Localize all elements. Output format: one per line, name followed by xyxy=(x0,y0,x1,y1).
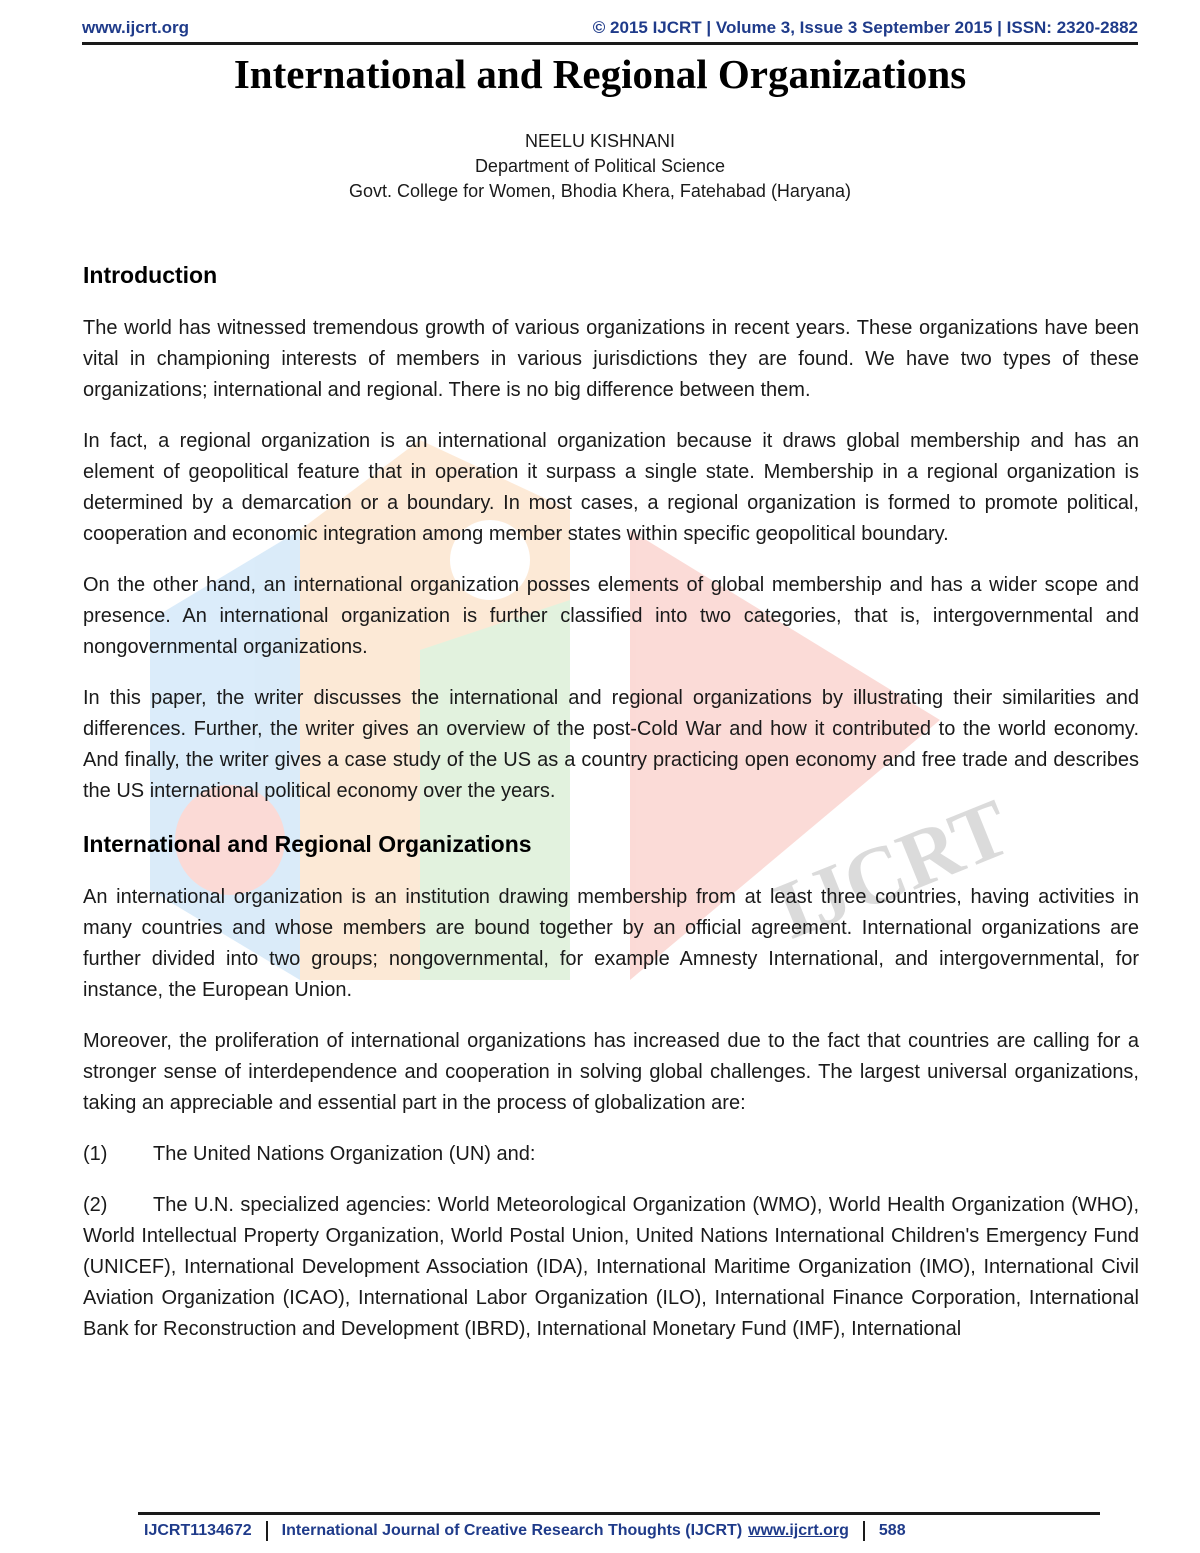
footer-link[interactable]: www.ijcrt.org xyxy=(748,1522,849,1539)
paper-body xyxy=(83,262,1139,1345)
paragraph: Moreover, the proliferation of international organizations has increased due to the fact that countries are calling for a stronger sense of interdependence and cooperation in solving global challenges. The largest universal organizations, taking an appreciable and essential part in the process of globalization are: xyxy=(83,1030,1139,1114)
author-block xyxy=(0,129,1200,204)
footer-journal-name: International Journal of Creative Research Thoughts (IJCRT) xyxy=(281,1522,743,1539)
section-heading-introduction: Introduction xyxy=(83,262,218,288)
author-department: Department of Political Science xyxy=(474,156,726,176)
section-heading-organizations: International and Regional Organizations xyxy=(83,831,532,857)
paragraph: An international organization is an institution drawing membership from at least three countries, having activities in many countries and whose members are bound together by an official agreement. International organizations are further divided into two groups; nongovernmental, for example Amnesty International, and intergovernmental, for instance, the European Union. xyxy=(83,886,1139,1001)
paragraph: In this paper, the writer discusses the international and regional organizations by illustrating their similarities and differences. Further, the writer gives an overview of the post-Cold War and how it contributed to the world economy. And finally, the writer gives a case study of the US as a country practicing open economy and free trade and describes the US international political economy over the years. xyxy=(83,687,1139,802)
header-citation: © 2015 IJCRT | Volume 3, Issue 3 September 2015 | ISSN: 2320-2882 xyxy=(592,18,1138,37)
paragraph: In fact, a regional organization is an international organization because it draws global membership and has an element of geopolitical feature that in operation it surpass a single state. Membership in a regional organization is determined by a demarcation or a boundary. In most cases, a regional organization is formed to promote political, cooperation and economic integration among member states within specific geopolitical boundary. xyxy=(83,430,1139,545)
header-site[interactable]: www.ijcrt.org xyxy=(82,18,190,37)
author-affiliation: Govt. College for Women, Bhodia Khera, Fatehabad (Haryana) xyxy=(349,181,851,201)
footer-divider xyxy=(863,1521,865,1541)
list-item xyxy=(83,1139,1139,1170)
list-item-text: The U.N. specialized agencies: World Meteorological Organization (WMO), World Health Organization (WHO), World Intellectual Property Organization, World Postal Union, United Nations International Children's Emergency Fund (UNICEF), International Development Association (IDA), International Maritime Organization (IMO), International Civil Aviation Organization (ICAO), International Labor Organization (ILO), International Finance Corporation, International Bank for Reconstruction and Development (IBRD), International Monetary Fund (IMF), International xyxy=(83,1194,1139,1340)
list-item-number: (1) xyxy=(83,1143,108,1165)
footer-paper-code: IJCRT1134672 xyxy=(144,1522,252,1539)
list-item xyxy=(83,1190,1139,1345)
watermark-text: IJCRT xyxy=(762,781,1023,957)
paragraph: The world has witnessed tremendous growth of various organizations in recent years. These organizations have been vital in championing interests of members in various jurisdictions they are found. We have two types of these organizations; international and regional. There is no big difference between them. xyxy=(83,317,1139,401)
author-name: NEELU KISHNANI xyxy=(524,131,676,151)
page-header xyxy=(82,16,1138,45)
paragraph: On the other hand, an international organization posses elements of global membership and has a wider scope and presence. An international organization is further classified into two categories, that is, intergovernmental and nongovernmental organizations. xyxy=(83,574,1139,658)
paper-title: International and Regional Organizations xyxy=(233,51,967,97)
page-footer xyxy=(138,1512,1100,1545)
page-number: 588 xyxy=(878,1522,906,1539)
list-item-number: (2) xyxy=(83,1194,108,1216)
list-item-text: The United Nations Organization (UN) and: xyxy=(153,1143,536,1165)
footer-divider xyxy=(266,1521,268,1541)
